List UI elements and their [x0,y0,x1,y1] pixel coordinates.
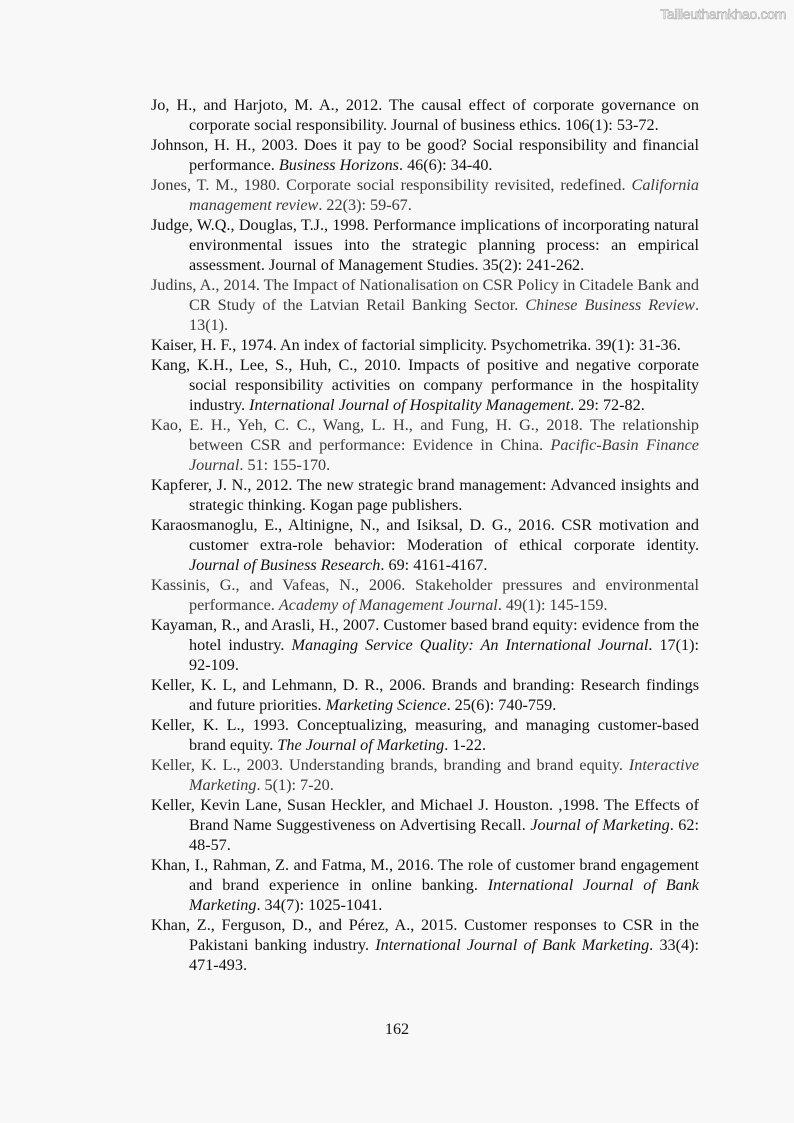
reference-journal: Chinese Business Review [525,296,695,314]
page-number: 162 [384,1020,410,1038]
reference-volume-pages: . 69: 4161-4167. [380,556,488,574]
reference-volume-pages: . 25(6): 740-759. [446,696,557,714]
reference-entry [151,135,699,175]
reference-volume-pages: . 49(1): 145-159. [497,596,608,614]
reference-journal: Pacific-Basin Finance Journal [189,436,699,474]
reference-volume-pages: . 1-22. [444,736,487,754]
reference-entry [151,335,699,355]
reference-entry [151,575,699,615]
reference-entry [151,515,699,575]
reference-text: Judins, A., 2014. The Impact of Nationalisation on CSR Policy in Citadele Bank and CR Study of the Latvian Retail Banking Sector. [151,276,699,314]
reference-volume-pages: . 17(1): 92-109. [189,636,699,674]
reference-volume-pages: . 29: 72-82. [570,396,645,414]
reference-entry [151,95,699,135]
reference-entry [151,275,699,335]
reference-text: Johnson, H. H., 2003. Does it pay to be good? Social responsibility and financial performance. [151,136,699,174]
reference-volume-pages: . 22(3): 59-67. [318,196,412,214]
reference-text: Keller, K. L., 1993. Conceptualizing, measuring, and managing customer-based brand equity. [151,716,699,754]
reference-list [151,95,699,975]
reference-entry [151,215,699,275]
reference-text: Kassinis, G., and Vafeas, N., 2006. Stakeholder pressures and environmental performance. [151,576,699,614]
reference-volume-pages: . 62: 48-57. [189,816,699,854]
reference-entry [151,415,699,475]
reference-entry [151,855,699,915]
reference-text: Jones, T. M., 1980. Corporate social responsibility revisited, redefined. [151,176,632,194]
reference-text: Kapferer, J. N., 2012. The new strategic brand management: Advanced insights and strategic thinking. Kogan page publishers. [151,476,699,514]
reference-volume-pages: . 46(6): 34-40. [398,156,493,174]
reference-text: Kaiser, H. F., 1974. An index of factorial simplicity. Psychometrika. 39(1): 31-36. [151,336,681,354]
reference-entry [151,795,699,855]
reference-entry [151,355,699,415]
reference-volume-pages: . 13(1). [189,296,699,334]
reference-journal: Journal of Business Research [189,556,381,574]
reference-text: Jo, H., and Harjoto, M. A., 2012. The causal effect of corporate governance on corporate social responsibility. Journal of business ethics. 106(1): 53-72. [151,96,699,134]
reference-text: Keller, K. L, and Lehmann, D. R., 2006. Brands and branding: Research findings and future priorities. [151,676,699,714]
reference-entry [151,715,699,755]
reference-journal: International Journal of Bank Marketing [375,936,650,954]
reference-journal: International Journal of Bank Marketing [189,876,699,914]
reference-volume-pages: . 33(4): 471-493. [189,936,699,974]
reference-journal: Managing Service Quality: An International Journal [291,636,649,654]
reference-entry [151,175,699,215]
reference-text: Kang, K.H., Lee, S., Huh, C., 2010. Impacts of positive and negative corporate social responsibility activities on company performance in the hospitality industry. [151,356,699,414]
reference-volume-pages: . 34(7): 1025-1041. [256,896,383,914]
reference-journal: Business Horizons [278,156,399,174]
reference-text: Kao, E. H., Yeh, C. C., Wang, L. H., and Fung, H. G., 2018. The relationship between CSR and performance: Evidence in China. [151,416,699,454]
reference-journal: The Journal of Marketing [277,736,445,754]
reference-journal: Marketing Science [325,696,447,714]
watermark: Tailieuthamkhao.com [660,6,786,22]
reference-text: Khan, I., Rahman, Z. and Fatma, M., 2016. The role of customer brand engagement and brand experience in online banking. [151,856,699,894]
reference-text: Keller, K. L., 2003. Understanding brands, branding and brand equity. [151,756,629,774]
reference-journal: Interactive Marketing [189,756,699,794]
reference-journal: Academy of Management Journal [278,596,498,614]
reference-entry [151,755,699,795]
reference-entry [151,475,699,515]
reference-text: Khan, Z., Ferguson, D., and Pérez, A., 2015. Customer responses to CSR in the Pakistani banking industry. [151,916,699,954]
reference-text: Kayaman, R., and Arasli, H., 2007. Customer based brand equity: evidence from the hotel industry. [151,616,699,654]
reference-text: Karaosmanoglu, E., Altinigne, N., and Isiksal, D. G., 2016. CSR motivation and customer extra-role behavior: Moderation of ethical corporate identity. [151,516,699,554]
reference-text: Judge, W.Q., Douglas, T.J., 1998. Performance implications of incorporating natural environmental issues into the strategic planning process: an empirical assessment. Journal of Management Studies. 35(2): 241-262. [151,216,699,274]
reference-entry [151,915,699,975]
reference-journal: International Journal of Hospitality Management [249,396,571,414]
reference-journal: Journal of Marketing [530,816,670,834]
reference-volume-pages: . 51: 155-170. [239,456,331,474]
reference-volume-pages: . 5(1): 7-20. [256,776,334,794]
reference-journal: California management review [189,176,699,214]
reference-text: Keller, Kevin Lane, Susan Heckler, and Michael J. Houston. ,1998. The Effects of Brand Name Suggestiveness on Advertising Recall. [151,796,699,834]
reference-entry [151,675,699,715]
reference-entry [151,615,699,675]
